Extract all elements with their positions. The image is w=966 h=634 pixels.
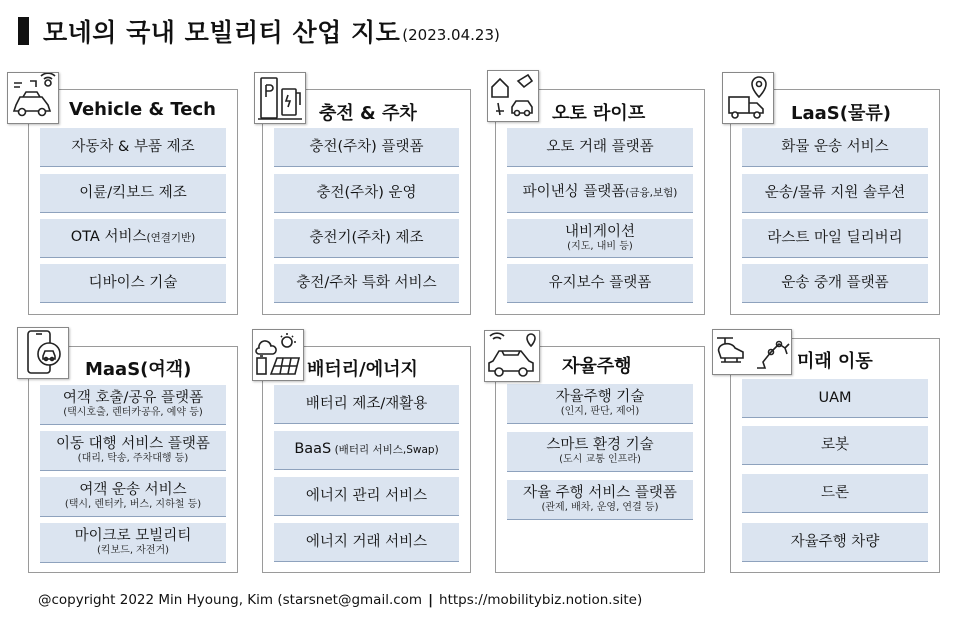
- solar-battery-icon: [252, 329, 304, 381]
- category-item: 자율 주행 서비스 플랫폼 (관제, 배차, 운영, 연결 등): [507, 480, 693, 520]
- category-title: 자율주행: [562, 356, 632, 377]
- phone-car-icon: [17, 327, 69, 379]
- category-card-vehicle-tech: [28, 89, 238, 315]
- category-item: 스마트 환경 기술 (도시 교통 인프라): [507, 432, 693, 472]
- category-item: 충전/주차 특화 서비스: [274, 264, 459, 303]
- category-item: 여객 호출/공유 플랫폼 (택시호출, 렌터카공유, 예약 등): [40, 385, 226, 425]
- category-title: MaaS(여객): [85, 359, 192, 380]
- category-item: 충전기(주차) 제조: [274, 219, 459, 258]
- page-title-date: (2023.04.23): [402, 26, 500, 44]
- category-item: 에너지 관리 서비스: [274, 477, 459, 516]
- category-item: 자율주행 기술 (인지, 판단, 제어): [507, 384, 693, 424]
- category-item: 이동 대행 서비스 플랫폼 (대리, 탁송, 주차대행 등): [40, 431, 226, 471]
- category-item: UAM: [742, 379, 928, 418]
- footer-url[interactable]: https://mobilitybiz.notion.site): [439, 592, 643, 608]
- category-item: 디바이스 기술: [40, 264, 226, 303]
- title-bar-marker: [18, 17, 29, 45]
- category-title: 미래 이동: [797, 351, 873, 372]
- footer-separator: |: [428, 592, 434, 608]
- delivery-truck-icon: [722, 72, 774, 124]
- category-item: 오토 거래 플랫폼: [507, 128, 693, 167]
- category-item: 에너지 거래 서비스: [274, 523, 459, 562]
- category-card-auto-life: [495, 89, 705, 315]
- drone-robot-icon: [712, 329, 792, 375]
- category-item: 자동차 & 부품 제조: [40, 128, 226, 167]
- category-item: 로봇: [742, 426, 928, 465]
- category-title: 오토 라이프: [552, 103, 646, 124]
- category-title: LaaS(물류): [791, 103, 891, 124]
- category-title: 충전 & 주차: [319, 103, 417, 124]
- copyright-footer: [38, 592, 642, 608]
- category-item: 자율주행 차량: [742, 523, 928, 562]
- category-item: 운송/물류 지원 솔루션: [742, 174, 928, 213]
- page-title: [18, 14, 500, 48]
- parking-charging-icon: [254, 72, 306, 124]
- category-item: 이륜/킥보드 제조: [40, 174, 226, 213]
- category-item: 운송 중개 플랫폼: [742, 264, 928, 303]
- category-item: 충전(주차) 플랫폼: [274, 128, 459, 167]
- page-title-text: 모네의 국내 모빌리티 산업 지도: [43, 18, 401, 47]
- category-item: 화물 운송 서비스: [742, 128, 928, 167]
- category-card-maas: [28, 346, 238, 573]
- auto-life-icon: [487, 70, 539, 122]
- category-item: 마이크로 모빌리티 (킥보드, 자전거): [40, 523, 226, 563]
- category-item: BaaS (배터리 서비스,Swap): [274, 431, 459, 470]
- copyright-text: @copyright 2022 Min Hyoung, Kim (starsnet@gmail.com: [38, 592, 423, 608]
- category-item: 드론: [742, 474, 928, 513]
- category-item: 파이낸싱 플랫폼(금융,보험): [507, 174, 693, 213]
- category-item: 유지보수 플랫폼: [507, 264, 693, 303]
- category-item: 라스트 마일 딜리버리: [742, 219, 928, 258]
- autonomous-car-icon: [484, 330, 540, 382]
- category-title: 배터리/에너지: [307, 359, 418, 380]
- category-title: Vehicle & Tech: [69, 99, 216, 120]
- car-tech-icon: [7, 72, 59, 124]
- category-item: 충전(주차) 운영: [274, 174, 459, 213]
- category-item: 여객 운송 서비스 (택시, 렌터카, 버스, 지하철 등): [40, 477, 226, 517]
- category-item: OTA 서비스(연결기반): [40, 219, 226, 258]
- category-item: 배터리 제조/재활용: [274, 385, 459, 424]
- category-item: 내비게이션 (지도, 내비 등): [507, 219, 693, 258]
